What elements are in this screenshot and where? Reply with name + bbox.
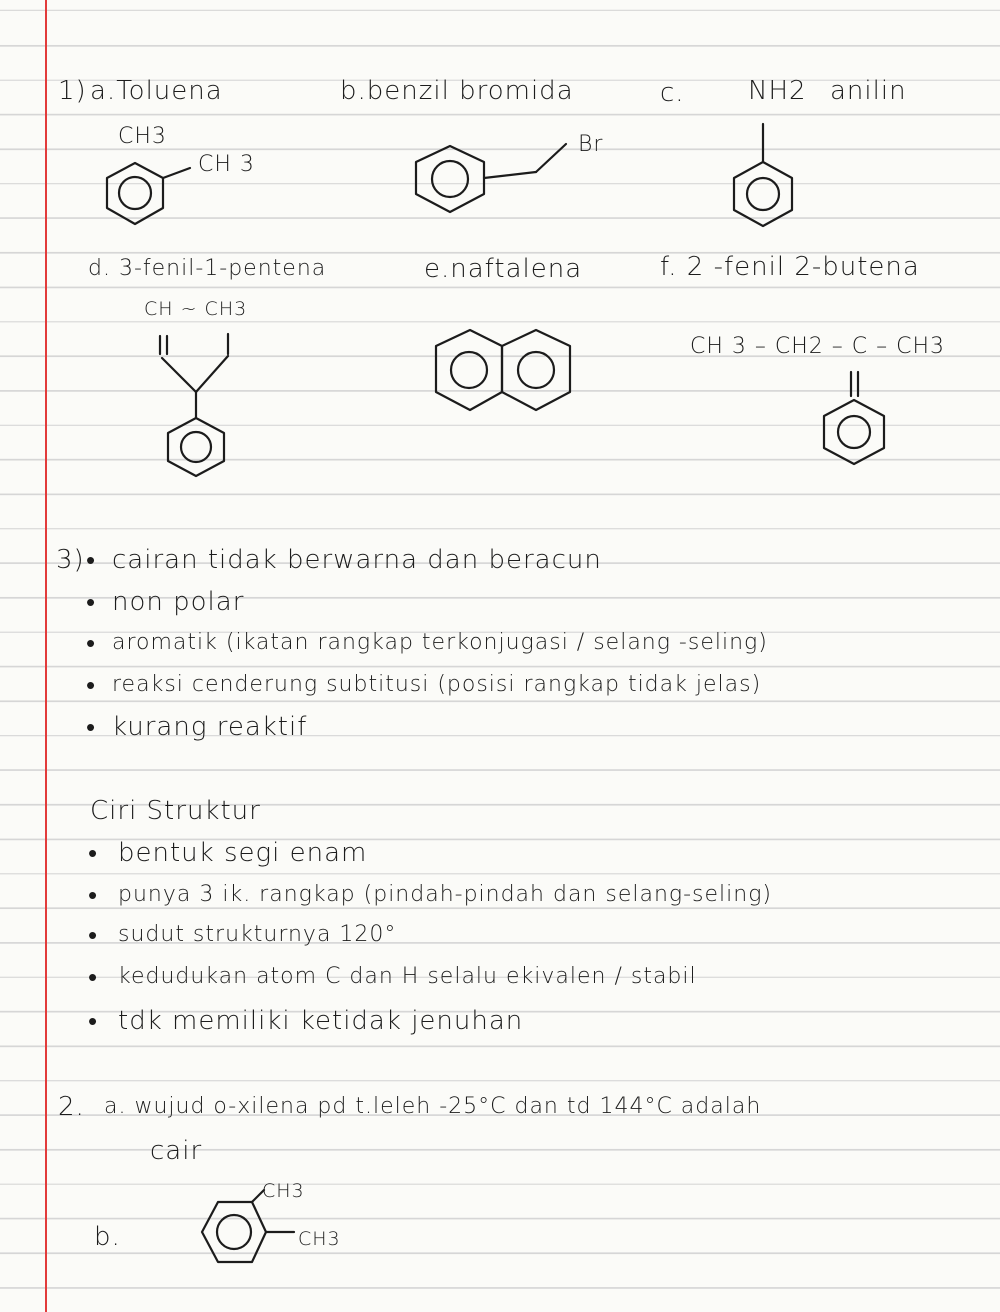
section1-number: 1): [58, 76, 87, 106]
aniline-structure: [728, 120, 800, 232]
section3-bullet-5: kurang reaktif: [112, 712, 308, 742]
o-xylene-structure: [182, 1190, 302, 1280]
bullet-dot: •: [88, 963, 99, 993]
item-a-sub-label: CH3: [118, 124, 167, 149]
fenil-butena-structure: [814, 368, 894, 472]
item-e-label: e.naftalena: [424, 254, 583, 284]
section3-bullet-4: reaksi cenderung subtitusi (posisi rangkap tidak jelas): [112, 672, 762, 697]
struct-bullet-1: bentuk segi enam: [118, 838, 368, 868]
section2-b-label: b.: [94, 1222, 121, 1252]
bullet-dot: •: [86, 588, 97, 618]
toluene-structure: [100, 158, 170, 230]
item-a-label: a.Toluena: [90, 76, 223, 106]
bullet-dot: •: [88, 1007, 99, 1037]
oxylene-ch3-right: CH3: [298, 1228, 341, 1250]
bullet-dot: •: [86, 629, 97, 659]
section2-a-line2: cair: [150, 1136, 203, 1166]
item-d-label: d. 3-fenil-1-pentena: [88, 256, 327, 281]
section3-bullet-1: cairan tidak berwarna dan beracun: [112, 545, 602, 575]
section3-number: 3): [56, 545, 85, 575]
margin-line: [45, 0, 47, 1312]
item-b-atom: Br: [578, 132, 604, 157]
struct-bullet-3: sudut strukturnya 120°: [118, 922, 397, 947]
item-f-label: f. 2 -fenil 2-butena: [660, 252, 920, 282]
item-d-sub-label: CH ~ CH3: [144, 298, 248, 320]
bullet-dot: •: [86, 671, 97, 701]
bullet-dot: •: [86, 713, 97, 743]
oxylene-ch3-top: CH3: [262, 1180, 305, 1202]
struct-bullet-2: punya 3 ik. rangkap (pindah-pindah dan selang-seling): [118, 882, 772, 907]
naphthalene-structure: [428, 322, 584, 430]
item-c-name: anilin: [830, 76, 907, 106]
section2-a-line1: a. wujud o-xilena pd t.leleh -25°C dan td 144°C adalah: [104, 1094, 762, 1119]
bullet-dot: •: [88, 881, 99, 911]
section2-number: 2.: [58, 1092, 85, 1122]
benzyl-bromide-structure: [408, 138, 578, 218]
item-c-group: NH2: [748, 76, 807, 106]
bullet-dot: •: [86, 546, 97, 576]
item-a-side-label: CH 3: [198, 152, 255, 177]
section3-bullet-3: aromatik (ikatan rangkap terkonjugasi / selang -seling): [112, 630, 768, 655]
section3-bullet-2: non polar: [112, 587, 245, 617]
fenil-pentena-structure: [148, 330, 248, 480]
struct-bullet-5: tdk memiliki ketidak jenuhan: [118, 1006, 524, 1036]
bullet-dot: •: [88, 839, 99, 869]
struct-bullet-4: kedudukan atom C dan H selalu ekivalen / stabil: [118, 964, 697, 989]
item-b-label: b.benzil bromida: [340, 76, 574, 106]
ciri-struktur-heading: Ciri Struktur: [90, 796, 261, 826]
item-f-formula: CH 3 – CH2 – C – CH3: [690, 334, 946, 359]
bullet-dot: •: [88, 921, 99, 951]
item-c-label: c.: [660, 78, 685, 108]
